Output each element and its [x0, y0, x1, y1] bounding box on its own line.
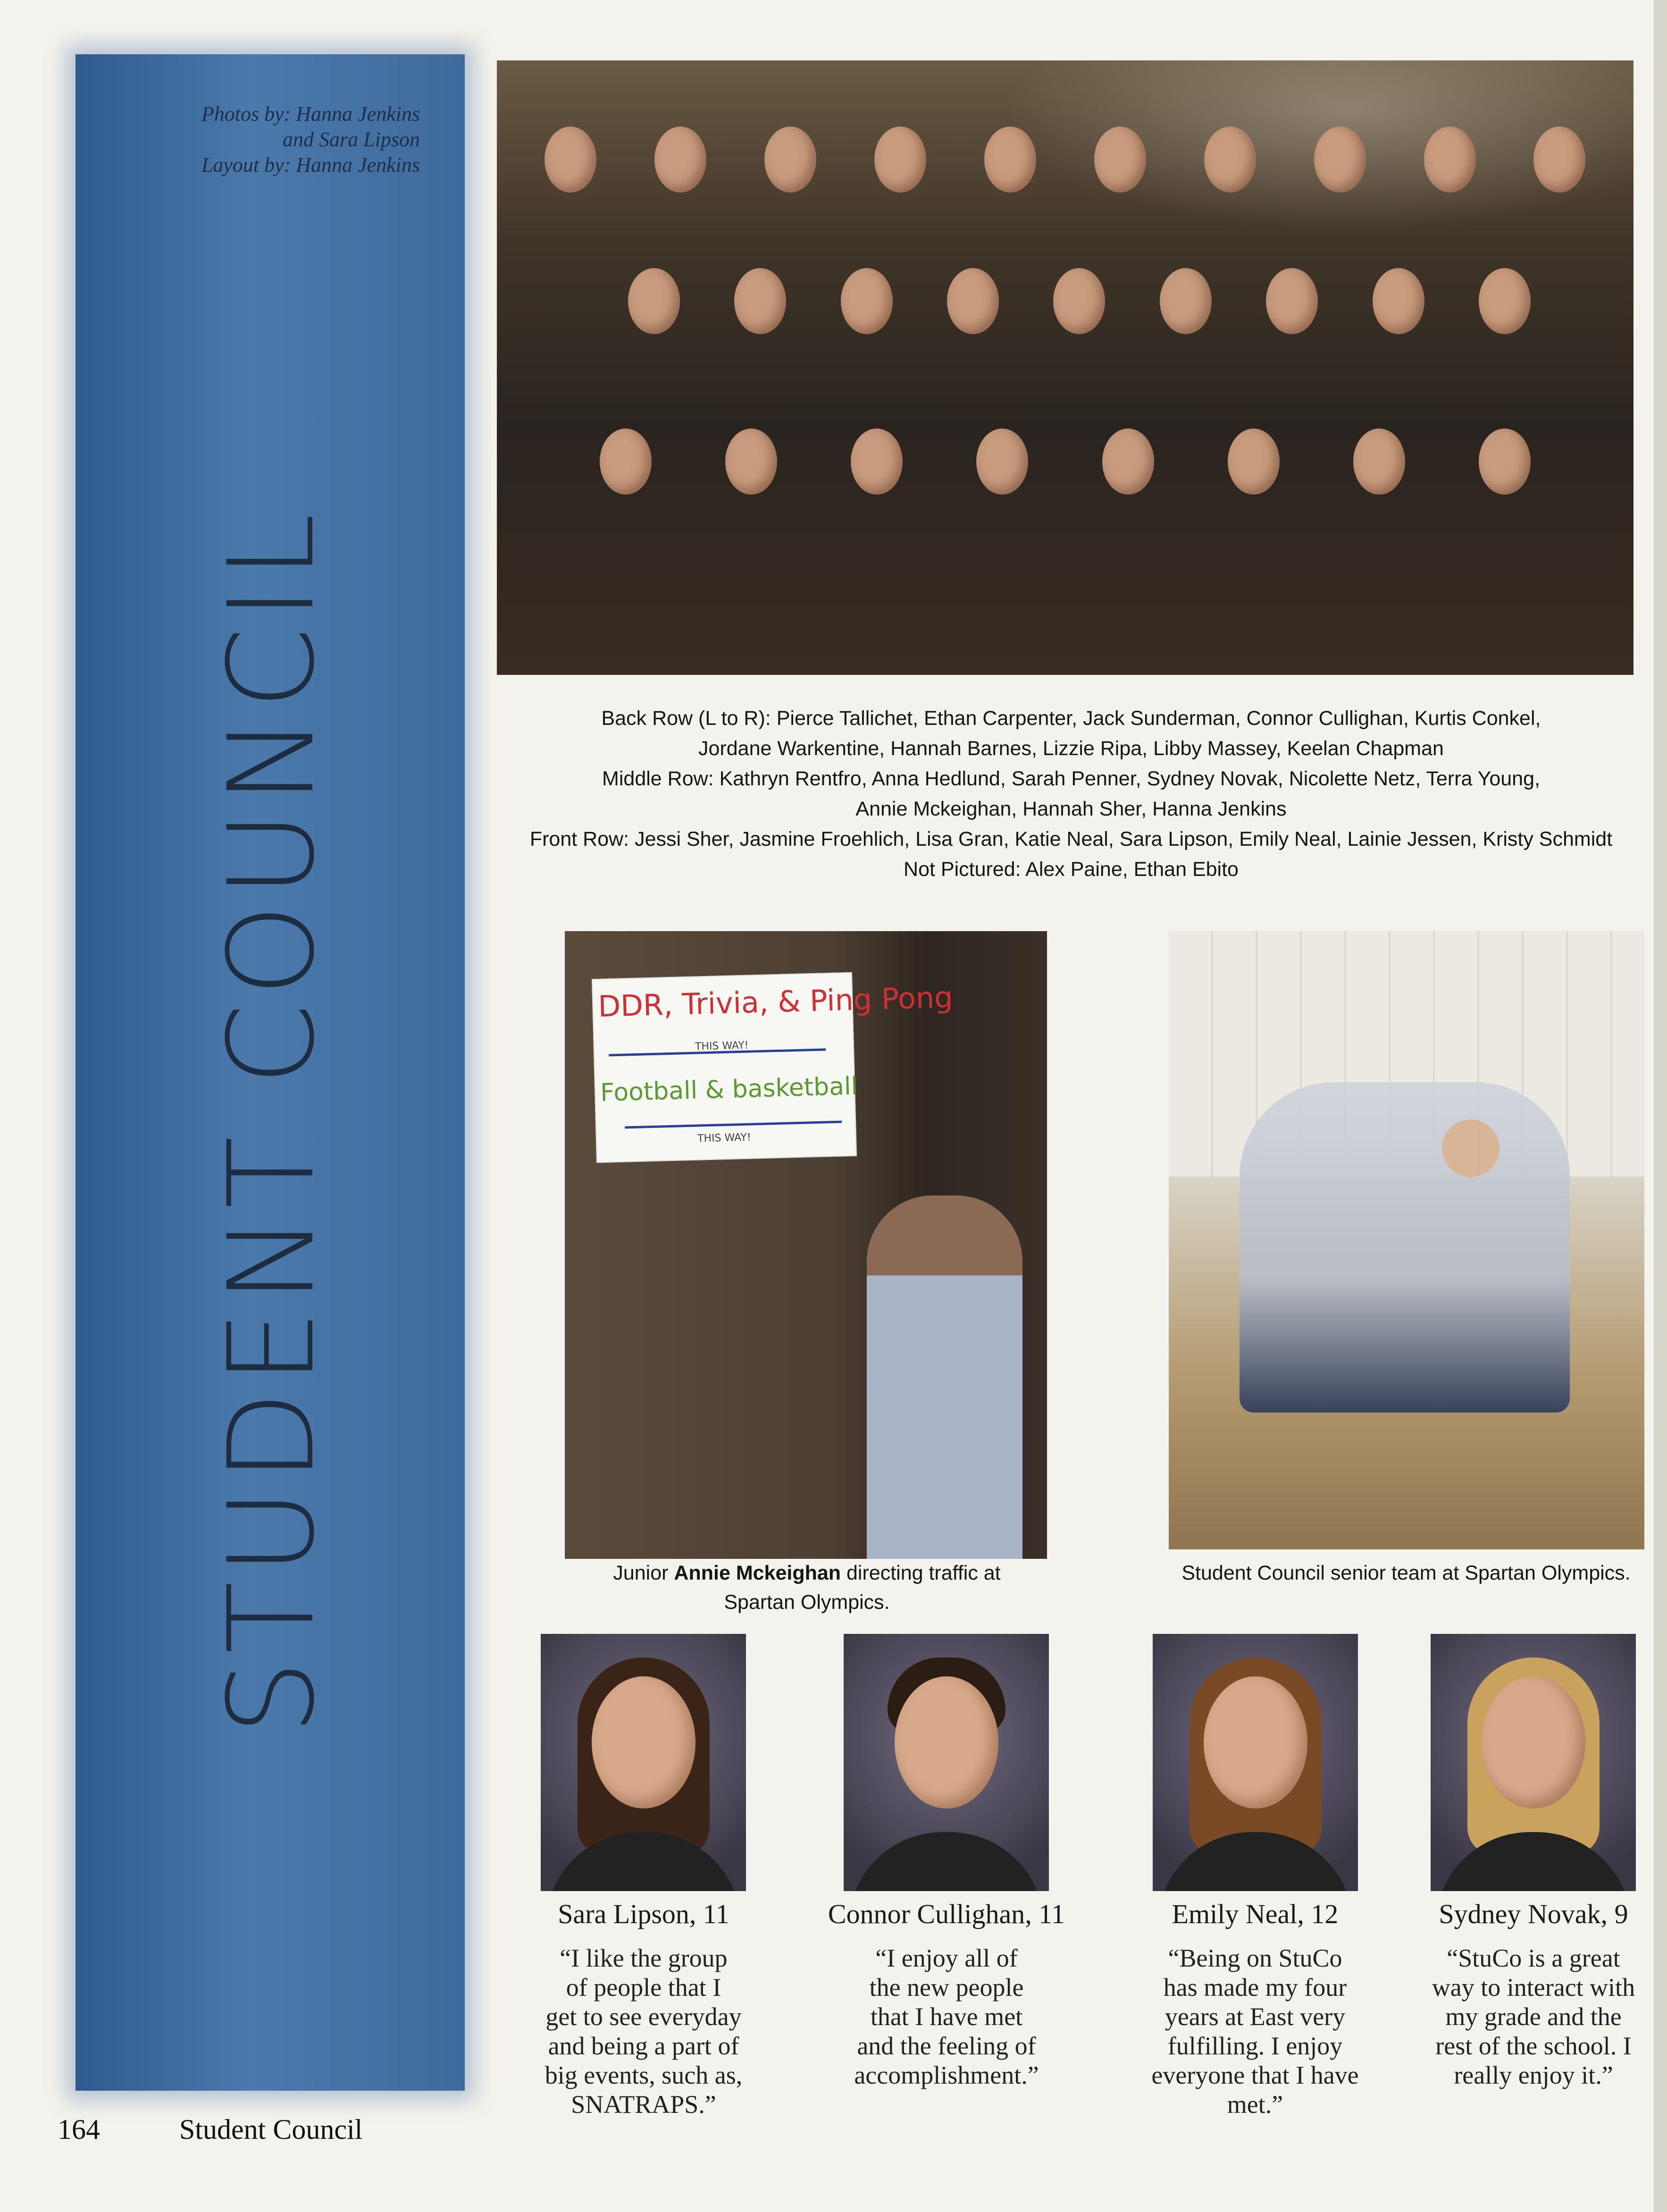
profile-name: Sydney Novak, 9 [1439, 1899, 1628, 1929]
group-photo [497, 60, 1633, 675]
caption-label: Middle Row: [602, 767, 714, 790]
profile-quote: “I enjoy all of the new people that I have met and the feeling of accomplishment.” [854, 1944, 1039, 2089]
traffic-photo-caption [543, 1558, 1071, 1617]
direction-sign [592, 972, 954, 1163]
credit-line: and Sara Lipson [283, 128, 420, 151]
profile-quote: “StuCo is a great way to interact with my grade and the rest of the school. I really enjoy it.” [1432, 1944, 1635, 2089]
portrait-photo [541, 1634, 746, 1891]
credit-line: Photos by: Hanna Jenkins [201, 102, 420, 126]
profile-name: Connor Cullighan, 11 [828, 1899, 1065, 1929]
group-photo-middle-row [601, 268, 1558, 334]
profile-quote: “Being on StuCo has made my four years at East very fulfilling. I enjoy everyone that I have met.” [1151, 1944, 1359, 2119]
gym-photo-caption: Student Council senior team at Spartan Olympics. [1181, 1562, 1631, 1584]
team-figures [1240, 1082, 1570, 1413]
sign-text: THIS WAY! [697, 1131, 752, 1145]
caption-label: Back Row (L to R): [601, 707, 771, 730]
profile-name: Sara Lipson, 11 [558, 1899, 729, 1929]
caption-names: Pierce Tallichet, Ethan Carpenter, Jack Sunderman, Connor Cullighan, Kurtis Conkel, [776, 707, 1541, 730]
sign-text: DDR, Trivia, & Ping Pong [597, 980, 954, 1024]
photo-credits [75, 101, 420, 178]
caption-names: Kathryn Rentfro, Anna Hedlund, Sarah Penner, Sydney Novak, Nicolette Netz, Terra Young, [719, 767, 1540, 790]
caption-text: Junior [613, 1562, 674, 1584]
profile-name: Emily Neal, 12 [1172, 1899, 1339, 1929]
traffic-photo [565, 931, 1047, 1559]
page-number: 164 [58, 2114, 100, 2145]
section-title: STUDENT COUNCIL [203, 506, 340, 1735]
caption-names: Annie Mckeighan, Hannah Sher, Hanna Jenkins [855, 798, 1287, 820]
group-photo-front-row [563, 429, 1567, 495]
right-arrow-icon [625, 1121, 842, 1129]
caption-text: Spartan Olympics. [724, 1591, 890, 1614]
page-edge [1654, 0, 1667, 2212]
group-photo-back-row [516, 126, 1615, 193]
gym-photo [1169, 931, 1644, 1549]
credit-line: Layout by: Hanna Jenkins [201, 153, 420, 177]
caption-name: Annie Mckeighan [674, 1562, 841, 1584]
portrait-photo [844, 1634, 1049, 1891]
profile-quote: “I like the group of people that I get to see everyday and being a part of big events, such as, SNATRAPS.” [544, 1944, 743, 2119]
section-footer: Student Council [179, 2114, 363, 2145]
sign-text: Football & basketball [600, 1072, 858, 1107]
caption-names: Jordane Warkentine, Hannah Barnes, Lizzie Ripa, Libby Massey, Keelan Chapman [698, 737, 1444, 760]
portrait-photo [1153, 1634, 1358, 1891]
sign-text: THIS WAY! [695, 1039, 749, 1053]
caption-names: Jessi Sher, Jasmine Froehlich, Lisa Gran, Katie Neal, Sara Lipson, Emily Neal, Lainie Jessen, Kristy Schmidt [635, 828, 1613, 850]
group-photo-caption [491, 703, 1651, 884]
student-figure [867, 1195, 1022, 1559]
caption-text: directing traffic at [841, 1562, 1001, 1584]
caption-label: Front Row: [529, 828, 629, 850]
portrait-photo [1431, 1634, 1636, 1891]
caption-not-pictured: Not Pictured: Alex Paine, Ethan Ebito [904, 858, 1239, 881]
